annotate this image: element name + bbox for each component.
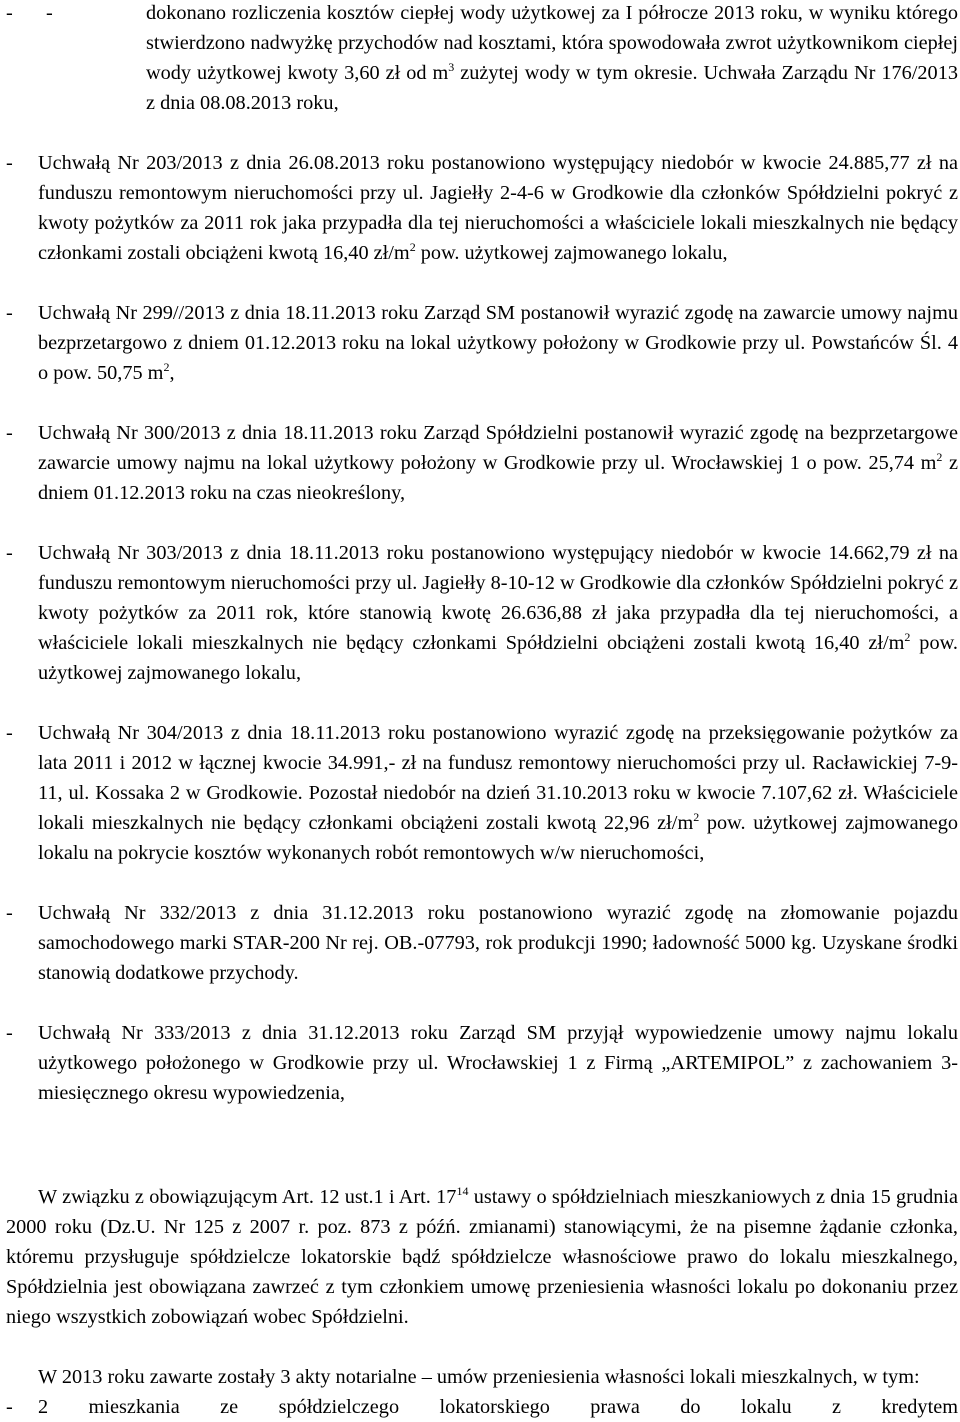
item-superscript: 2 (409, 240, 416, 254)
paragraph-legal-basis (6, 1182, 958, 1332)
item-text: Uchwałą Nr 332/2013 z dnia 31.12.2013 roku postanowiono wyrazić zgodę na złomowanie pojazdu samochodowego marki STAR-200 Nr rej. OB.-07793, rok produkcji 1990; ładowność 5000 kg. Uzyskane środki stanowią dodatkowe przychody. (38, 902, 958, 984)
list-item-resolution-332 (6, 898, 958, 988)
list-dash: - (6, 1396, 13, 1418)
item-text-continued: pow. użytkowej zajmowanego lokalu, (38, 632, 958, 684)
paragraph-text: W związku z obowiązującym Art. 12 ust.1 i Art. 17 (38, 1186, 457, 1208)
list-item-resolution-203 (6, 148, 958, 268)
list-dash: - (6, 152, 13, 174)
paragraph-text-continued: ustawy o spółdzielniach mieszkaniowych z dnia 15 grudnia 2000 roku (Dz.U. Nr 125 z 2007 r. poz. 873 z późń. zmianami) stanowiącymi, że na pisemne żądanie członka, któremu przysługuje spółdzielcze lokatorskie bądź spółdzielcze własnościowe prawo do lokalu mieszkalnego, Spółdzielnia jest obowiązana zawrzeć z tym członkiem umowę przeniesienia własności lokalu po dokonaniu przez niego wszystkich zobowiązań wobec Spółdzielni. (6, 1186, 958, 1328)
list-item-resolution-303 (6, 538, 958, 688)
item-text: Uchwałą Nr 203/2013 z dnia 26.08.2013 roku postanowiono występujący niedobór w kwocie 24.885,77 zł na funduszu remontowym nieruchomości przy ul. Jagiełły 2-4-6 w Grodkowie dla członków Spółdzielni pokryć z kwoty pożytków za 2011 rok jaka przypadła dla tej nieruchomości a właściciele lokali mieszkalnych nie będący członkami zostali obciążeni kwotą 16,40 zł/m (38, 152, 958, 264)
paragraph-notarial-acts (6, 1362, 958, 1392)
list-dash: - (6, 2, 13, 24)
item-superscript: 2 (936, 450, 943, 464)
item-superscript: 2 (904, 630, 911, 644)
list-dash: - (6, 902, 13, 924)
list-item-settlement (6, 0, 958, 118)
item-text: 2 mieszkania ze spółdzielczego lokatorskiego prawa do lokalu z kredytem (38, 1396, 958, 1418)
list-item-apartments (6, 1392, 958, 1422)
item-text: Uchwałą Nr 299//2013 z dnia 18.11.2013 roku Zarząd SM postanowił wyrazić zgodę na zawarcie umowy najmu bezprzetargowo z dniem 01.12.2013 roku na lokal użytkowy położony w Grodkowie przy ul. Powstańców Śl. 4 o pow. 50,75 m (38, 302, 958, 384)
item-superscript: 2 (693, 810, 700, 824)
item-text: Uchwałą Nr 303/2013 z dnia 18.11.2013 roku postanowiono występujący niedobór w kwocie 14.662,79 zł na funduszu remontowym nieruchomości przy ul. Jagiełły 8-10-12 w Grodkowie dla członków Spółdzielni pokryć z kwoty pożytków za 2011 rok, które stanowią kwotę 26.636,88 zł jaka przypadła dla tej nieruchomości, a właściciele lokali mieszkalnych nie będący członkami Spółdzielni obciążeni zostali kwotą 16,40 zł/m (38, 542, 958, 654)
item-text-continued: , (169, 362, 175, 384)
list-dash-secondary: - (46, 2, 53, 24)
list-item-resolution-300 (6, 418, 958, 508)
item-text: Uchwałą Nr 304/2013 z dnia 18.11.2013 roku postanowiono wyrazić zgodę na przeksięgowanie pożytków za lata 2011 i 2012 w łącznej kwocie 34.991,- zł na fundusz remontowy nieruchomości przy ul. Racławickiej 7-9-11, ul. Kossaka 2 w Grodkowie. Pozostał niedobór na dzień 31.10.2013 roku w kwocie 7.107,62 zł. Właściciele lokali mieszkalnych nie będący członkami obciążeni zostali kwotą 22,96 zł/m (38, 722, 958, 834)
item-text-continued: z dniem 01.12.2013 roku na czas nieokreślony, (38, 452, 958, 504)
item-text-continued: pow. użytkowej zajmowanego lokalu, (415, 242, 728, 264)
item-text-continued: pow. użytkowej zajmowanego lokalu na pokrycie kosztów wykonanych robót remontowych w/w nieruchomości, (38, 812, 959, 864)
paragraph-superscript: 14 (456, 1184, 469, 1198)
list-item-resolution-304 (6, 718, 958, 868)
item-text-continued: zużytej wody w tym okresie. Uchwała Zarządu Nr 176/2013 z dnia 08.08.2013 roku, (146, 62, 958, 114)
list-dash: - (6, 1022, 13, 1044)
list-item-resolution-333 (6, 1018, 958, 1108)
item-text: Uchwałą Nr 300/2013 z dnia 18.11.2013 roku Zarząd Spółdzielni postanowił wyrazić zgodę na bezprzetargowe zawarcie umowy najmu na lokal użytkowy położony w Grodkowie przy ul. Wrocławskiej 1 o pow. 25,74 m (38, 422, 958, 474)
list-dash: - (6, 422, 13, 444)
item-text: dokonano rozliczenia kosztów ciepłej wody użytkowej za I półrocze 2013 roku, w wyniku którego stwierdzono nadwyżkę przychodów nad kosztami, która spowodowała zwrot użytkownikom ciepłej wody użytkowej kwoty 3,60 zł od m (146, 2, 958, 84)
list-dash: - (6, 722, 13, 744)
list-item-resolution-299 (6, 298, 958, 388)
paragraph-text: W 2013 roku zawarte zostały 3 akty notarialne – umów przeniesienia własności lokali mieszkalnych, w tym: (38, 1366, 920, 1388)
item-superscript: 2 (163, 360, 170, 374)
document-page (6, 0, 958, 1422)
item-text: Uchwałą Nr 333/2013 z dnia 31.12.2013 roku Zarząd SM przyjął wypowiedzenie umowy najmu lokalu użytkowego położonego w Grodkowie przy ul. Wrocławskiej 1 z Firmą „ARTEMIPOL” z zachowaniem 3-miesięcznego okresu wypowiedzenia, (38, 1022, 958, 1104)
list-dash: - (6, 302, 13, 324)
list-dash: - (6, 542, 13, 564)
item-superscript: 3 (448, 60, 455, 74)
